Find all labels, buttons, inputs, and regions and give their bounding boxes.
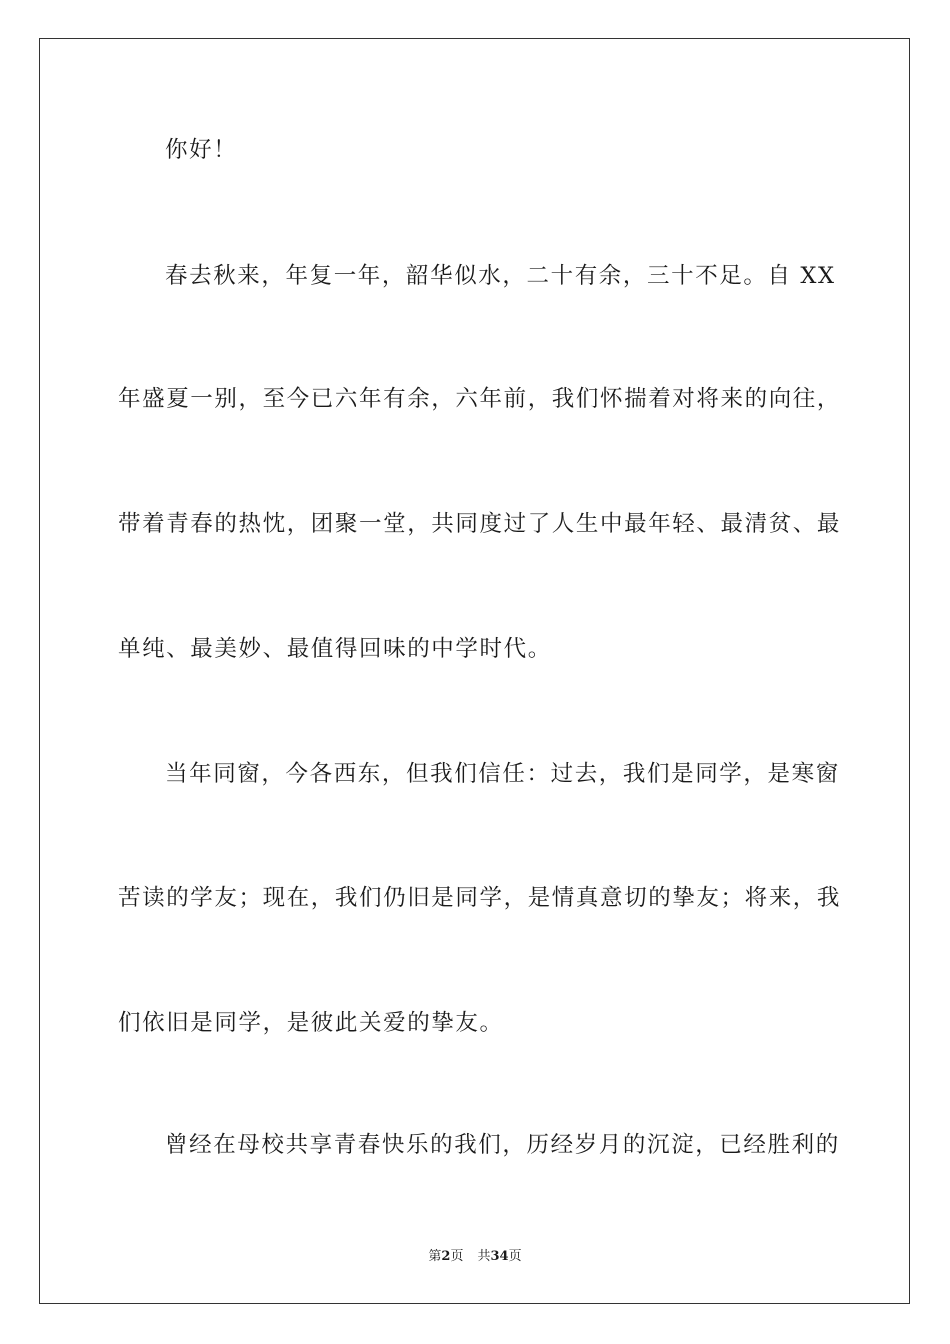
- page-frame: [39, 38, 910, 1304]
- page-prefix: 第: [428, 1249, 442, 1264]
- total-prefix: 共: [477, 1249, 491, 1264]
- current-page-number: 2: [441, 1249, 451, 1264]
- page-footer: [0, 1248, 950, 1266]
- paragraph-1-line-3: 带着青春的热忱，团聚一堂，共同度过了人生中最年轻、最清贫、最: [118, 511, 842, 537]
- paragraph-1-line-2: 年盛夏一别，至今已六年有余，六年前，我们怀揣着对将来的向往，: [118, 386, 842, 412]
- paragraph-1-line-1: 春去秋来，年复一年，韶华似水，二十有余，三十不足。自 XX: [165, 263, 836, 289]
- page-suffix: 页: [450, 1249, 464, 1264]
- total-page-count: 34: [490, 1249, 509, 1264]
- paragraph-3-line-1: 曾经在母校共享青春快乐的我们，历经岁月的沉淀，已经胜利的: [165, 1132, 840, 1158]
- total-suffix: 页: [508, 1249, 522, 1264]
- paragraph-2-line-2: 苦读的学友；现在，我们仍旧是同学，是情真意切的挚友；将来，我: [118, 885, 842, 911]
- paragraph-2-line-3: 们依旧是同学，是彼此关爱的挚友。: [118, 1010, 504, 1036]
- paragraph-2-line-1: 当年同窗，今各西东，但我们信任：过去，我们是同学，是寒窗: [165, 761, 840, 787]
- paragraph-1-line-4: 单纯、最美妙、最值得回味的中学时代。: [118, 636, 552, 662]
- greeting-line: 你好！: [165, 137, 238, 163]
